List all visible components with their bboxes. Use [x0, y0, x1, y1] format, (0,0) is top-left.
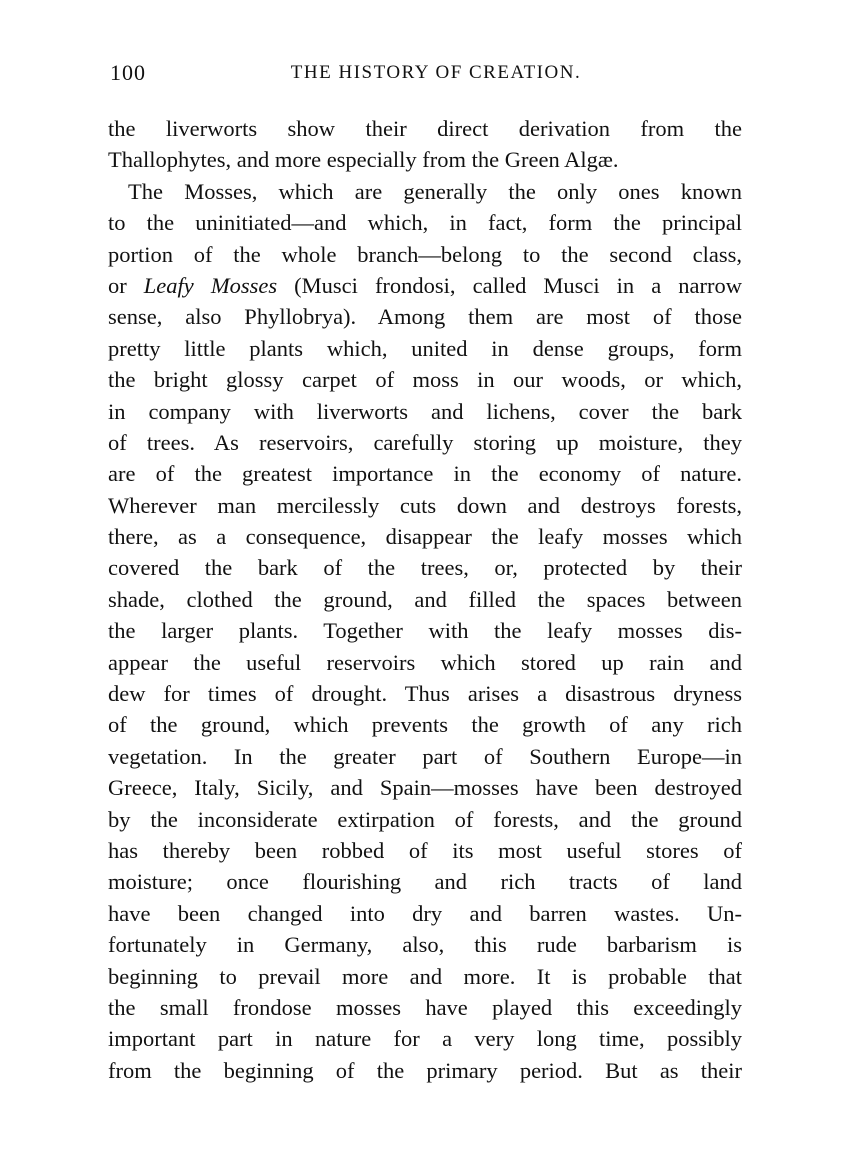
text-line: important part in nature for a very long time, possibly [108, 1026, 742, 1052]
text-line: the small frondose mosses have played this exceedingly [108, 994, 742, 1020]
text-line: to the uninitiated—and which, in fact, form the principal [108, 210, 742, 236]
text-line: there, as a consequence, disappear the leafy mosses which [108, 524, 742, 550]
text-line: by the inconsiderate extirpation of forests, and the ground [108, 806, 742, 832]
text-line: beginning to prevail more and more. It is probable that [108, 963, 742, 989]
text-line: has thereby been robbed of its most useful stores of [108, 837, 742, 863]
italic-term: Leafy Mosses [143, 272, 278, 298]
text-line: Greece, Italy, Sicily, and Spain—mosses have been destroyed [108, 775, 742, 801]
text-line: of trees. As reservoirs, carefully storing up moisture, they [108, 429, 742, 455]
text-line: sense, also Phyllobrya). Among them are most of those [108, 304, 742, 330]
text-line: portion of the whole branch—belong to the second class, [108, 241, 742, 267]
text-line: fortunately in Germany, also, this rude barbarism is [108, 932, 742, 958]
text-line: moisture; once flourishing and rich tracts of land [108, 869, 742, 895]
text-line: vegetation. In the greater part of Southern Europe—in [108, 743, 742, 769]
text-line: from the beginning of the primary period. But as their [108, 1057, 742, 1083]
text-line: Wherever man mercilessly cuts down and destroys forests, [108, 492, 742, 518]
page-number: 100 [110, 60, 146, 85]
text-line: The Mosses, which are generally the only ones known [128, 178, 742, 204]
running-head: THE HISTORY OF CREATION. [290, 62, 582, 83]
text-line: are of the greatest importance in the economy of nature. [108, 461, 742, 487]
text-line: or Leafy Mosses (Musci frondosi, called Musci in a narrow [108, 272, 742, 298]
body-text [108, 113, 742, 1086]
text-line: the larger plants. Together with the leafy mosses dis- [108, 618, 742, 644]
text-line: dew for times of drought. Thus arises a disastrous dryness [108, 681, 742, 707]
text-line: covered the bark of the trees, or, protected by their [108, 555, 742, 581]
text-line: Thallophytes, and more especially from the Green Algæ. [108, 147, 619, 173]
text-line: pretty little plants which, united in dense groups, form [108, 335, 742, 361]
text-line: have been changed into dry and barren wastes. Un- [108, 900, 742, 926]
text-line: the liverworts show their direct derivation from the [108, 116, 742, 141]
text-line: in company with liverworts and lichens, cover the bark [108, 398, 742, 424]
page-header [110, 60, 742, 90]
text-line: appear the useful reservoirs which stored up rain and [108, 649, 742, 675]
text-line: of the ground, which prevents the growth of any rich [108, 712, 742, 738]
text-line: shade, clothed the ground, and filled the spaces between [108, 586, 742, 612]
text-line: the bright glossy carpet of moss in our woods, or which, [108, 367, 742, 393]
